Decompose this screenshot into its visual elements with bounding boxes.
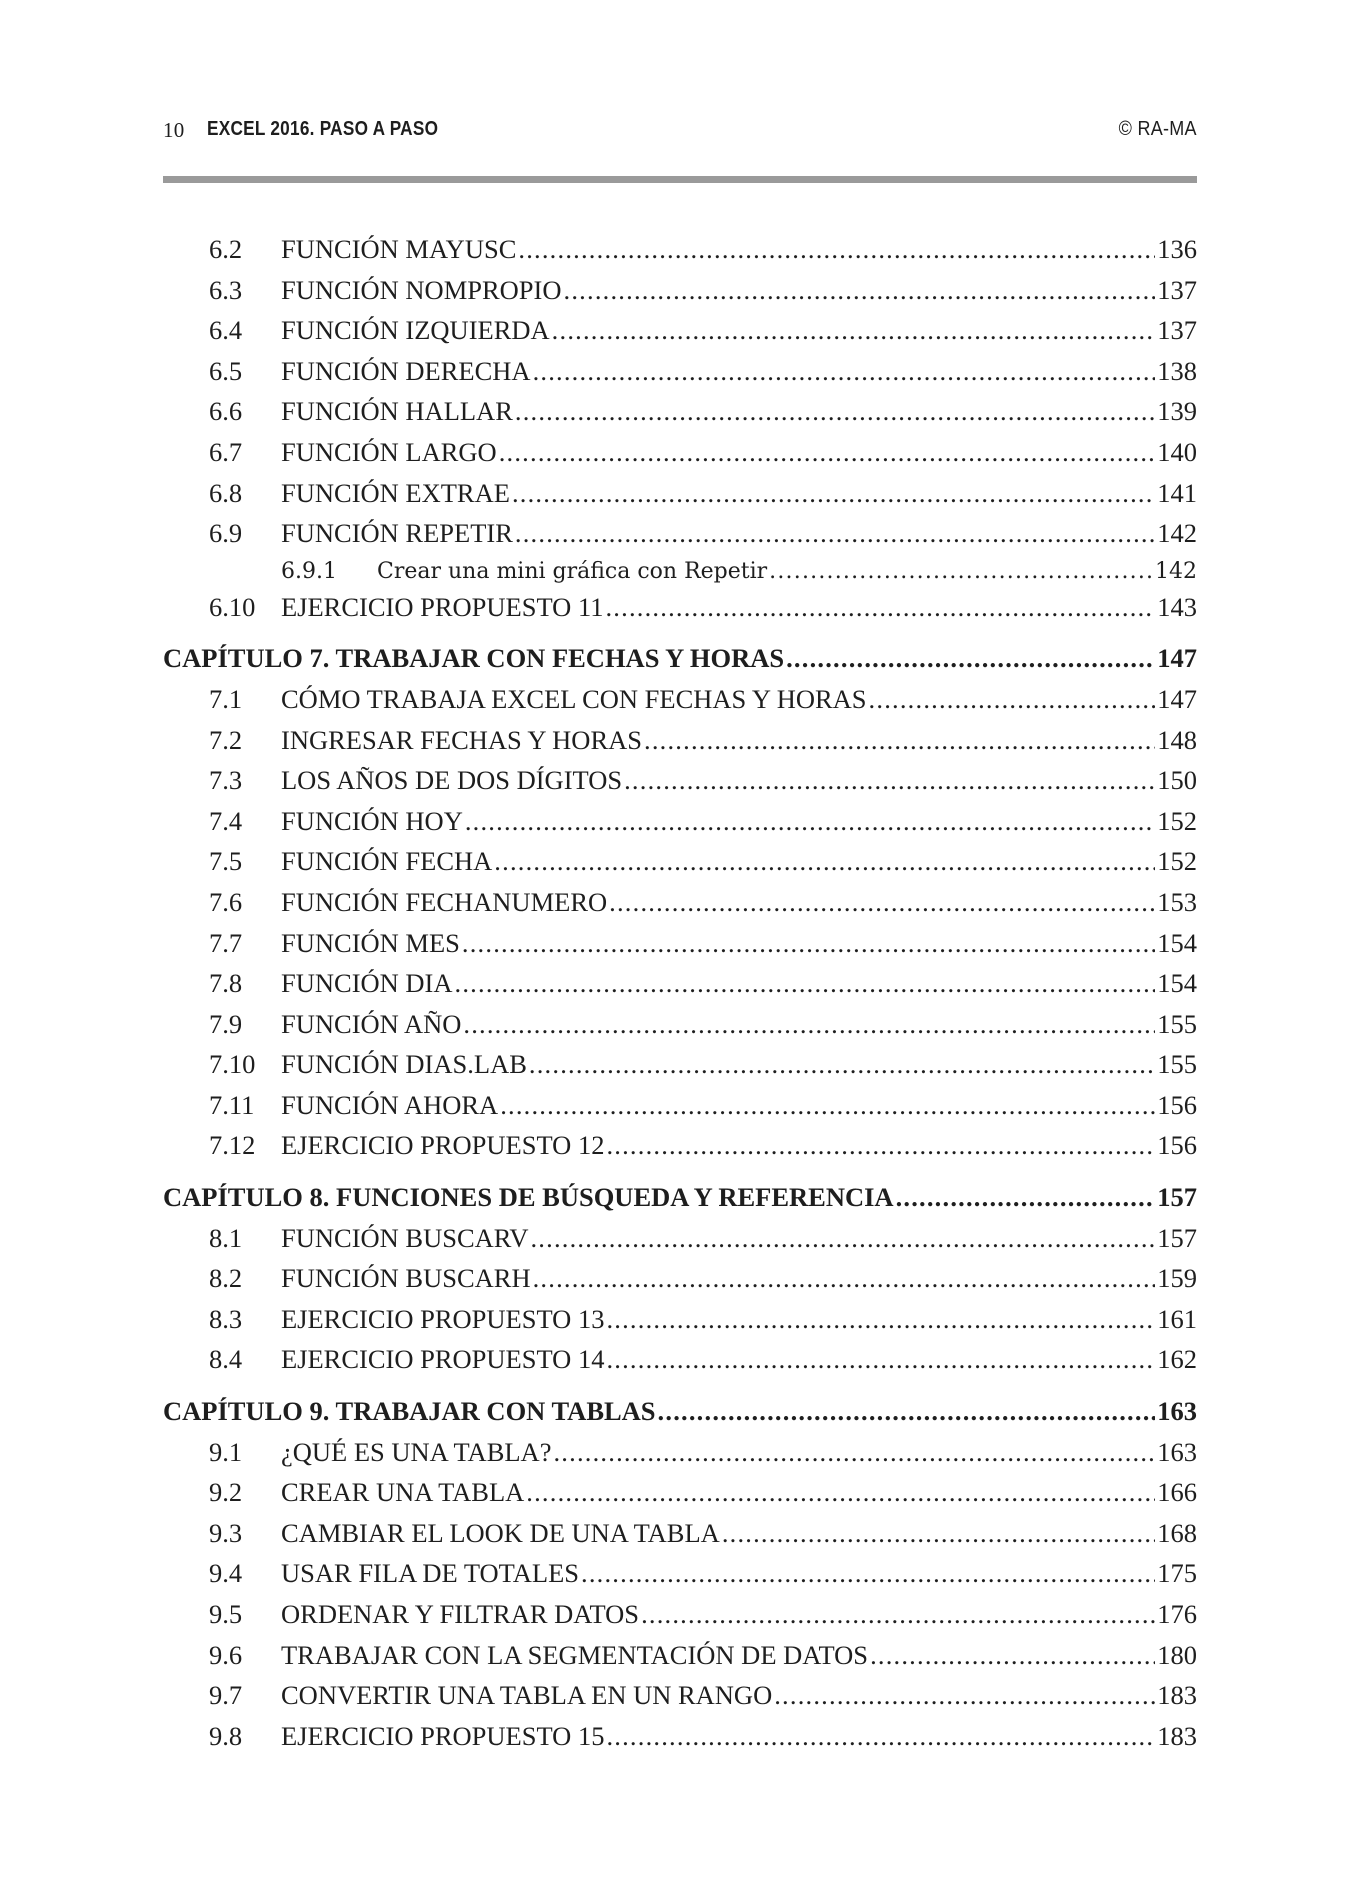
dot-leader bbox=[462, 928, 1155, 959]
toc-entry-title: FUNCIÓN EXTRAE bbox=[281, 477, 510, 508]
dot-leader bbox=[609, 887, 1155, 918]
toc-section bbox=[163, 1558, 1197, 1599]
toc-section bbox=[163, 1437, 1197, 1478]
toc-entry-title: FUNCIÓN FECHANUMERO bbox=[281, 886, 608, 917]
toc-page-number: 183 bbox=[1157, 1680, 1197, 1711]
dot-leader bbox=[606, 1344, 1155, 1375]
dot-leader bbox=[533, 1263, 1156, 1294]
dot-leader bbox=[606, 1721, 1155, 1752]
toc-entry-number: 6.5 bbox=[209, 355, 243, 386]
toc-entry-title: EJERCICIO PROPUESTO 11 bbox=[281, 591, 604, 622]
toc-entry-title: EJERCICIO PROPUESTO 13 bbox=[281, 1303, 605, 1334]
toc-section bbox=[163, 725, 1197, 766]
toc-page-number: 180 bbox=[1157, 1639, 1197, 1670]
toc-page-number: 153 bbox=[1157, 886, 1197, 917]
dot-leader bbox=[605, 592, 1155, 623]
toc-entry-title: FUNCIÓN AÑO bbox=[281, 1008, 462, 1039]
toc-entry-number: 9.3 bbox=[209, 1517, 243, 1548]
toc-entry-title: FUNCIÓN NOMPROPIO bbox=[281, 274, 562, 305]
toc-entry-number: 7.10 bbox=[209, 1049, 256, 1080]
toc-entry-title: FUNCIÓN HOY bbox=[281, 805, 463, 836]
toc-entry-title: CAPÍTULO 8. FUNCIONES DE BÚSQUEDA Y REFERENCIA bbox=[163, 1182, 894, 1213]
toc-section bbox=[163, 765, 1197, 806]
dot-leader bbox=[774, 1680, 1155, 1711]
toc-entry-number: 7.7 bbox=[209, 927, 243, 958]
dot-leader bbox=[494, 846, 1155, 877]
toc-entry-number: 9.7 bbox=[209, 1680, 243, 1711]
toc-entry-title: CAMBIAR EL LOOK DE UNA TABLA bbox=[281, 1517, 720, 1548]
toc-section bbox=[163, 1090, 1197, 1131]
toc-page-number: 137 bbox=[1157, 274, 1197, 305]
toc-section bbox=[163, 315, 1197, 356]
toc-entry-title: FUNCIÓN LARGO bbox=[281, 436, 497, 467]
toc-entry-title: FUNCIÓN DERECHA bbox=[281, 355, 531, 386]
toc-page-number: 163 bbox=[1157, 1396, 1197, 1427]
toc-section bbox=[163, 396, 1197, 437]
toc-entry-title: TRABAJAR CON LA SEGMENTACIÓN DE DATOS bbox=[281, 1639, 869, 1670]
toc-entry-title: EJERCICIO PROPUESTO 14 bbox=[281, 1344, 605, 1375]
toc-section bbox=[163, 1680, 1197, 1721]
toc-entry-title: ORDENAR Y FILTRAR DATOS bbox=[281, 1599, 640, 1629]
toc-page-number: 148 bbox=[1157, 724, 1197, 755]
toc-page-number: 157 bbox=[1157, 1222, 1197, 1253]
toc-page-number: 155 bbox=[1157, 1049, 1197, 1080]
toc-entry-title: ¿QUÉ ES UNA TABLA? bbox=[281, 1436, 552, 1467]
toc-page-number: 136 bbox=[1157, 234, 1197, 264]
dot-leader bbox=[606, 1130, 1155, 1161]
toc-section bbox=[163, 1263, 1197, 1304]
dot-leader bbox=[624, 765, 1155, 796]
toc-entry-title: FUNCIÓN DIA bbox=[281, 968, 453, 999]
toc-entry-number: 9.1 bbox=[209, 1436, 243, 1467]
toc-entry-number: 7.12 bbox=[209, 1130, 256, 1161]
toc-entry-number: 7.2 bbox=[209, 724, 243, 755]
dot-leader bbox=[515, 396, 1155, 427]
toc-section bbox=[163, 928, 1197, 969]
toc-page-number: 142 bbox=[1157, 518, 1197, 549]
toc-section bbox=[163, 1304, 1197, 1345]
toc-entry-number: 8.1 bbox=[209, 1222, 243, 1253]
toc-page-number: 155 bbox=[1157, 1008, 1197, 1039]
dot-leader bbox=[463, 1009, 1155, 1040]
toc-page-number: 147 bbox=[1157, 643, 1197, 674]
toc-section bbox=[163, 1721, 1197, 1762]
toc-entry-number: 7.5 bbox=[209, 846, 243, 877]
toc-chapter bbox=[163, 1182, 1197, 1223]
toc-page-number: 143 bbox=[1157, 591, 1197, 622]
toc-chapter bbox=[163, 1396, 1197, 1437]
toc-entry-number: 7.6 bbox=[209, 886, 243, 917]
dot-leader bbox=[529, 1049, 1155, 1080]
toc-page-number: 141 bbox=[1157, 477, 1197, 508]
toc-page-number: 156 bbox=[1157, 1130, 1197, 1161]
toc-page-number: 159 bbox=[1157, 1263, 1197, 1294]
toc-entry-number: 6.7 bbox=[209, 436, 243, 467]
toc-section bbox=[163, 356, 1197, 397]
toc-page-number: 183 bbox=[1157, 1720, 1197, 1751]
toc-entry-title: CÓMO TRABAJA EXCEL CON FECHAS Y HORAS bbox=[281, 683, 867, 714]
toc-entry-number: 6.4 bbox=[209, 315, 243, 346]
toc-page-number: 138 bbox=[1157, 355, 1197, 386]
dot-leader bbox=[870, 1640, 1155, 1671]
toc-entry-title: FUNCIÓN REPETIR bbox=[281, 518, 513, 549]
toc-page-number: 166 bbox=[1157, 1477, 1197, 1508]
toc-section bbox=[163, 1640, 1197, 1681]
dot-leader bbox=[606, 1304, 1155, 1335]
toc-entry-number: 6.10 bbox=[209, 591, 256, 622]
toc-page-number: 176 bbox=[1157, 1599, 1197, 1629]
toc-page-number: 157 bbox=[1157, 1182, 1197, 1213]
toc-section bbox=[163, 234, 1197, 275]
toc-entry-title: FUNCIÓN DIAS.LAB bbox=[281, 1049, 527, 1080]
dot-leader bbox=[869, 684, 1156, 715]
toc-entry-title: CONVERTIR UNA TABLA EN UN RANGO bbox=[281, 1680, 773, 1711]
dot-leader bbox=[499, 437, 1156, 468]
page-header bbox=[163, 118, 1197, 148]
toc-entry-number: 6.9.1 bbox=[281, 558, 337, 584]
toc-page-number: 147 bbox=[1157, 683, 1197, 714]
toc-entry-number: 7.11 bbox=[209, 1089, 255, 1120]
dot-leader bbox=[896, 1182, 1156, 1213]
dot-leader bbox=[769, 559, 1153, 584]
toc-entry-title: CAPÍTULO 9. TRABAJAR CON TABLAS bbox=[163, 1396, 656, 1427]
page-number: 10 bbox=[163, 118, 185, 142]
dot-leader bbox=[641, 1599, 1155, 1630]
toc-section bbox=[163, 846, 1197, 887]
toc-page-number: 137 bbox=[1157, 315, 1197, 346]
toc-page-number: 152 bbox=[1157, 846, 1197, 877]
dot-leader bbox=[658, 1396, 1156, 1427]
dot-leader bbox=[530, 1223, 1155, 1254]
dot-leader bbox=[581, 1558, 1155, 1589]
toc-entry-number: 7.4 bbox=[209, 805, 243, 836]
toc-section bbox=[163, 1130, 1197, 1171]
toc-page-number: 154 bbox=[1157, 968, 1197, 999]
toc-chapter bbox=[163, 643, 1197, 684]
toc-page-number: 162 bbox=[1157, 1344, 1197, 1375]
toc-section bbox=[163, 806, 1197, 847]
table-of-contents bbox=[163, 234, 1197, 1761]
toc-entry-title: FUNCIÓN MES bbox=[281, 927, 460, 958]
toc-section bbox=[163, 518, 1197, 559]
toc-entry-title: INGRESAR FECHAS Y HORAS bbox=[281, 724, 642, 755]
toc-page-number: 163 bbox=[1157, 1436, 1197, 1467]
toc-subsection bbox=[163, 559, 1197, 592]
dot-leader bbox=[564, 275, 1156, 306]
toc-page-number: 168 bbox=[1157, 1517, 1197, 1548]
toc-entry-number: 6.8 bbox=[209, 477, 243, 508]
publisher: © RA-MA bbox=[1118, 118, 1197, 140]
toc-entry-number: 6.6 bbox=[209, 396, 243, 427]
dot-leader bbox=[515, 518, 1155, 549]
toc-entry-number: 9.8 bbox=[209, 1720, 243, 1751]
toc-section bbox=[163, 1477, 1197, 1518]
toc-entry-number: 7.9 bbox=[209, 1008, 243, 1039]
toc-section bbox=[163, 1049, 1197, 1090]
toc-entry-number: 8.4 bbox=[209, 1344, 243, 1375]
toc-section bbox=[163, 1223, 1197, 1264]
toc-section bbox=[163, 275, 1197, 316]
dot-leader bbox=[526, 1477, 1155, 1508]
toc-entry-title: FUNCIÓN FECHA bbox=[281, 846, 493, 877]
toc-entry-title: FUNCIÓN BUSCARH bbox=[281, 1263, 531, 1294]
toc-section bbox=[163, 887, 1197, 928]
toc-entry-title: FUNCIÓN AHORA bbox=[281, 1089, 499, 1120]
toc-page-number: 140 bbox=[1157, 436, 1197, 467]
toc-entry-number: 7.3 bbox=[209, 765, 243, 796]
dot-leader bbox=[552, 315, 1156, 346]
toc-entry-number: 6.3 bbox=[209, 274, 243, 305]
toc-entry-title: Crear una mini gráfica con Repetir bbox=[377, 558, 768, 584]
toc-page-number: 150 bbox=[1157, 765, 1197, 796]
toc-section bbox=[163, 1518, 1197, 1559]
toc-section bbox=[163, 592, 1197, 633]
toc-section bbox=[163, 437, 1197, 478]
toc-entry-number: 6.2 bbox=[209, 234, 243, 264]
toc-entry-number: 6.9 bbox=[209, 518, 243, 549]
toc-entry-title: FUNCIÓN IZQUIERDA bbox=[281, 315, 550, 346]
dot-leader bbox=[786, 643, 1155, 674]
dot-leader bbox=[533, 356, 1156, 387]
toc-page-number: 175 bbox=[1157, 1558, 1197, 1589]
toc-page-number: 156 bbox=[1157, 1089, 1197, 1120]
dot-leader bbox=[644, 725, 1155, 756]
toc-entry-title: EJERCICIO PROPUESTO 15 bbox=[281, 1720, 605, 1751]
toc-entry-title: FUNCIÓN MAYUSC bbox=[281, 234, 517, 264]
dot-leader bbox=[465, 806, 1155, 837]
toc-page-number: 161 bbox=[1157, 1303, 1197, 1334]
toc-entry-title: FUNCIÓN HALLAR bbox=[281, 396, 513, 427]
dot-leader bbox=[553, 1437, 1155, 1468]
toc-entry-title: LOS AÑOS DE DOS DÍGITOS bbox=[281, 765, 623, 796]
toc-entry-title: FUNCIÓN BUSCARV bbox=[281, 1222, 529, 1253]
toc-page-number: 154 bbox=[1157, 927, 1197, 958]
dot-leader bbox=[455, 968, 1156, 999]
toc-entry-number: 9.5 bbox=[209, 1599, 243, 1629]
dot-leader bbox=[512, 478, 1155, 509]
toc-entry-number: 9.4 bbox=[209, 1558, 243, 1589]
toc-entry-title: CAPÍTULO 7. TRABAJAR CON FECHAS Y HORAS bbox=[163, 643, 785, 674]
toc-page-number: 152 bbox=[1157, 805, 1197, 836]
toc-entry-number: 8.2 bbox=[209, 1263, 243, 1294]
toc-section bbox=[163, 478, 1197, 519]
toc-page-number: 142 bbox=[1155, 558, 1197, 584]
dot-leader bbox=[722, 1518, 1155, 1549]
toc-entry-title: CREAR UNA TABLA bbox=[281, 1477, 525, 1508]
header-rule bbox=[163, 176, 1197, 183]
toc-page-number: 139 bbox=[1157, 396, 1197, 427]
toc-entry-title: USAR FILA DE TOTALES bbox=[281, 1558, 579, 1589]
toc-entry-number: 9.6 bbox=[209, 1639, 243, 1670]
toc-section bbox=[163, 1599, 1197, 1640]
toc-entry-number: 7.1 bbox=[209, 683, 243, 714]
toc-entry-number: 7.8 bbox=[209, 968, 243, 999]
dot-leader bbox=[518, 234, 1155, 265]
toc-section bbox=[163, 1009, 1197, 1050]
toc-section bbox=[163, 968, 1197, 1009]
book-title: EXCEL 2016. PASO A PASO bbox=[207, 118, 439, 140]
toc-entry-title: EJERCICIO PROPUESTO 12 bbox=[281, 1130, 605, 1161]
dot-leader bbox=[500, 1090, 1155, 1121]
toc-section bbox=[163, 684, 1197, 725]
toc-entry-number: 9.2 bbox=[209, 1477, 243, 1508]
toc-entry-number: 8.3 bbox=[209, 1303, 243, 1334]
toc-section bbox=[163, 1344, 1197, 1385]
